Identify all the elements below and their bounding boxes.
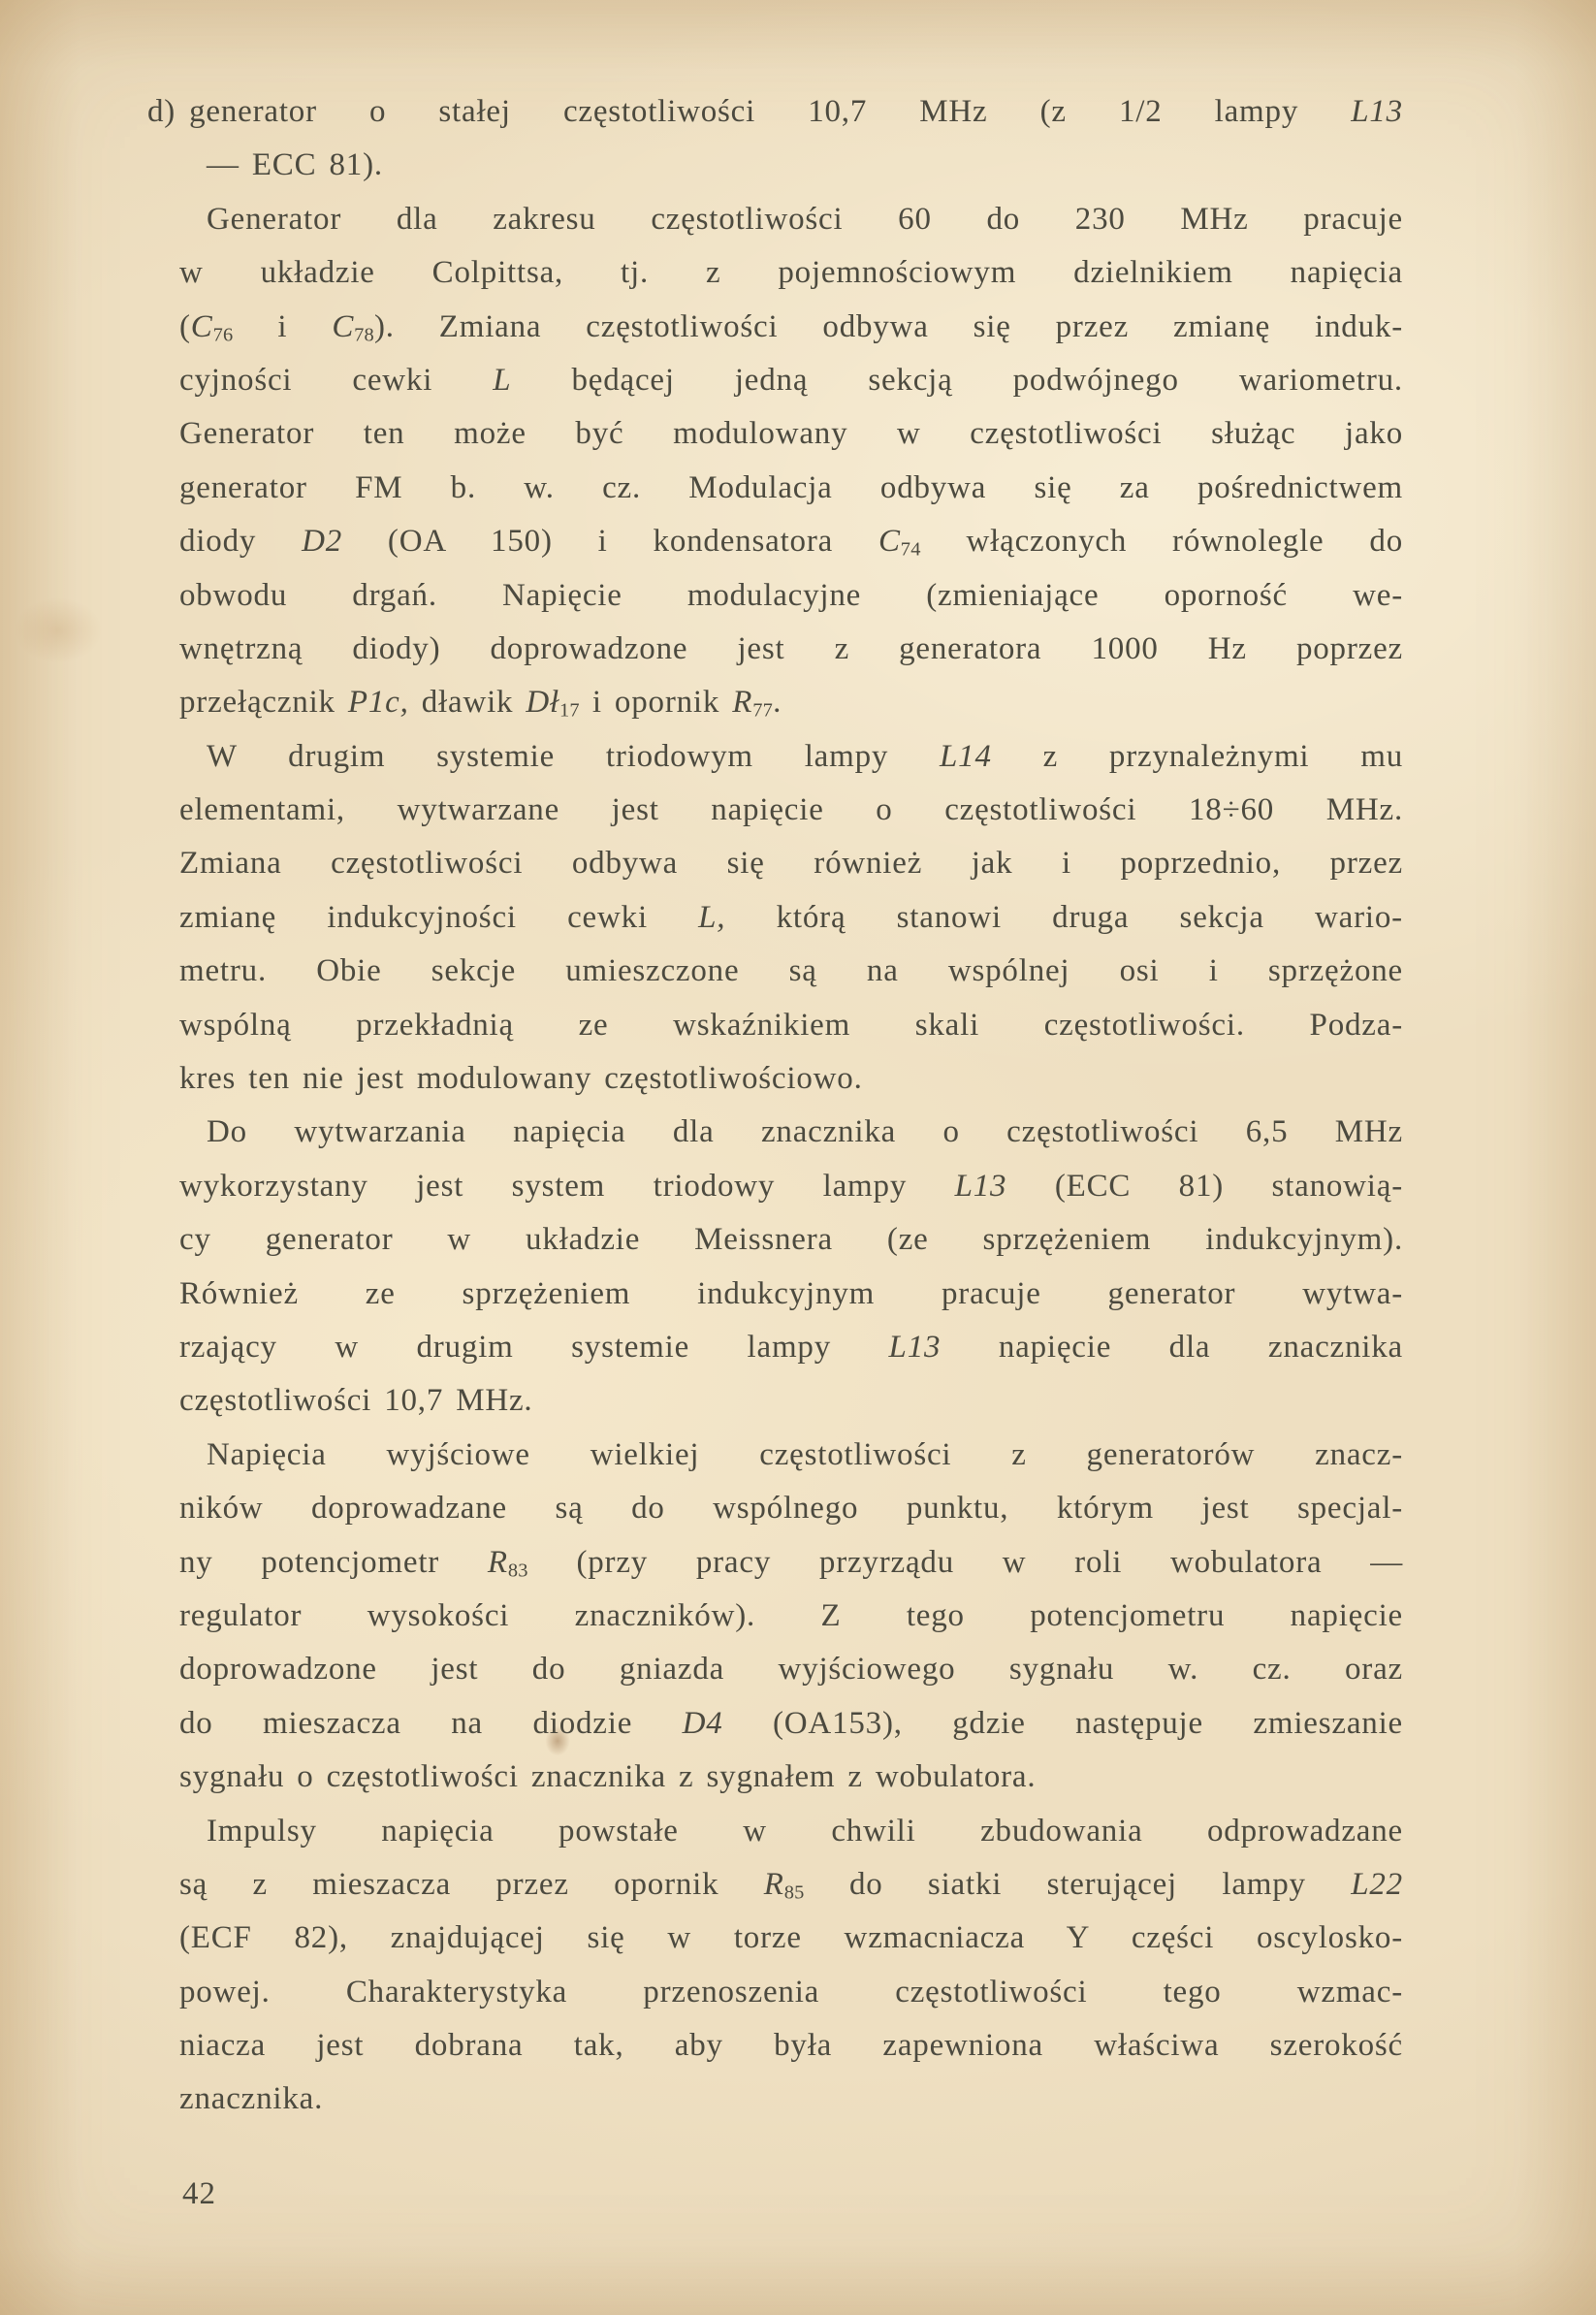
text-line bbox=[179, 1106, 1403, 1159]
text-segment: L13 bbox=[888, 1329, 942, 1365]
text-line bbox=[179, 515, 1403, 568]
text-segment: cy generator w układzie Meissnera (ze sprzężeniem indukcyjnym). bbox=[179, 1222, 1403, 1258]
text-line bbox=[179, 1966, 1403, 2019]
text-segment: (ECC 81) stanowią- bbox=[1006, 1168, 1404, 1204]
text-segment: regulator wysokości znaczników). Z tego potencjometru napięcie bbox=[179, 1597, 1403, 1633]
text-segment: L13 bbox=[1351, 94, 1403, 129]
text-segment: — ECC 81). bbox=[207, 147, 383, 183]
text-line bbox=[179, 837, 1403, 890]
text-line bbox=[179, 569, 1403, 623]
text-line bbox=[147, 85, 1403, 139]
text-segment: L, bbox=[698, 899, 726, 935]
text-segment: (przy pracy przyrządu w roli wobulatora — bbox=[527, 1544, 1404, 1580]
text-segment: cyjności cewki bbox=[179, 362, 494, 398]
text-line bbox=[179, 1858, 1403, 1912]
text-segment: C bbox=[190, 308, 213, 344]
text-segment: . bbox=[773, 685, 782, 721]
text-segment: ny potencjometr bbox=[179, 1544, 488, 1580]
text-segment: D2 bbox=[302, 524, 343, 560]
text-segment: R bbox=[763, 1866, 784, 1902]
text-segment: rzający w drugim systemie lampy bbox=[179, 1329, 889, 1365]
text-line bbox=[179, 1912, 1403, 1965]
text-segment: napięcie dla znacznika bbox=[941, 1329, 1403, 1365]
text-line bbox=[179, 1160, 1403, 1213]
text-segment: D4 bbox=[682, 1705, 723, 1741]
text-line bbox=[179, 301, 1403, 354]
text-segment: Impulsy napięcia powstałe w chwili zbudowania odprowadzane bbox=[207, 1813, 1403, 1849]
text-segment: L22 bbox=[1351, 1866, 1403, 1902]
text-segment: Również ze sprzężeniem indukcyjnym pracuje generator wytwa- bbox=[179, 1275, 1403, 1311]
text-line bbox=[179, 462, 1403, 515]
text-line bbox=[179, 891, 1403, 945]
text-segment: d) bbox=[147, 94, 176, 129]
text-line bbox=[179, 1805, 1403, 1858]
text-line bbox=[179, 193, 1403, 246]
text-line bbox=[179, 1374, 1403, 1428]
text-segment: wykorzystany jest system triodowy lampy bbox=[179, 1168, 955, 1204]
text-segment: metru. Obie sekcje umieszczone są na wspólnej osi i sprzężone bbox=[179, 953, 1403, 989]
text-segment: diody bbox=[179, 524, 303, 560]
text-line bbox=[179, 1536, 1403, 1590]
text-segment: do mieszacza na diodzie bbox=[179, 1705, 683, 1741]
text-segment: (OA 150) i kondensatora bbox=[342, 524, 878, 560]
text-segment: i bbox=[233, 308, 333, 344]
text-segment: 85 bbox=[783, 1881, 805, 1904]
text-segment: kres ten nie jest modulowany częstotliwościowo. bbox=[179, 1061, 863, 1097]
text-segment: ). Zmiana częstotliwości odbywa się przez zmianę induk- bbox=[373, 308, 1403, 344]
text-segment: przełącznik bbox=[179, 685, 348, 721]
text-segment: Napięcia wyjściowe wielkiej częstotliwości z generatorów znacz- bbox=[207, 1436, 1403, 1472]
text-segment: do siatki sterującej lampy bbox=[804, 1866, 1352, 1902]
text-segment: (OA153), gdzie następuje zmieszanie bbox=[722, 1705, 1403, 1741]
text-line bbox=[179, 1590, 1403, 1643]
text-segment: i opornik bbox=[579, 685, 733, 721]
text-segment: którą stanowi druga sekcja wario- bbox=[725, 899, 1403, 935]
text-line bbox=[179, 1482, 1403, 1535]
text-segment: R bbox=[487, 1544, 508, 1580]
text-line bbox=[179, 1321, 1403, 1374]
text-line bbox=[179, 1268, 1403, 1321]
text-line bbox=[179, 246, 1403, 300]
text-segment: z przynależnymi mu bbox=[991, 738, 1403, 774]
text-line bbox=[179, 1697, 1403, 1751]
text-segment: zmianę indukcyjności cewki bbox=[179, 899, 699, 935]
text-segment: generator o stałej częstotliwości 10,7 MHz (z 1/2 lampy bbox=[189, 94, 1352, 129]
text-line bbox=[179, 784, 1403, 837]
text-segment: doprowadzone jest do gniazda wyjściowego sygnału w. cz. oraz bbox=[179, 1652, 1403, 1688]
text-segment: wnętrzną diody) doprowadzone jest z generatora 1000 Hz poprzez bbox=[179, 630, 1403, 666]
text-line bbox=[179, 999, 1403, 1052]
text-line bbox=[179, 945, 1403, 998]
text-segment: włączonych równolegle do bbox=[920, 524, 1403, 560]
page-text bbox=[147, 85, 1404, 2127]
text-segment: będącej jedną sekcją podwójnego wariometru. bbox=[511, 362, 1403, 398]
text-line bbox=[179, 1052, 1403, 1106]
text-line bbox=[179, 730, 1403, 784]
text-segment: wspólną przekładnią ze wskaźnikiem skali częstotliwości. Podza- bbox=[179, 1007, 1403, 1043]
page-number: 42 bbox=[182, 2176, 216, 2211]
text-segment: Zmiana częstotliwości odbywa się również jak i poprzednio, przez bbox=[179, 846, 1403, 882]
text-line bbox=[179, 407, 1403, 461]
text-segment: (ECF 82), znajdującej się w torze wzmacniacza Y części oscylosko- bbox=[179, 1920, 1403, 1956]
text-segment: obwodu drgań. Napięcie modulacyjne (zmieniające oporność we- bbox=[179, 577, 1403, 613]
text-segment: Generator ten może być modulowany w częstotliwości służąc jako bbox=[179, 416, 1403, 452]
text-segment: 83 bbox=[507, 1559, 528, 1582]
text-segment: Generator dla zakresu częstotliwości 60 do 230 MHz pracuje bbox=[207, 201, 1403, 237]
text-line bbox=[179, 2073, 1403, 2126]
text-segment: są z mieszacza przez opornik bbox=[179, 1866, 764, 1902]
text-segment: w układzie Colpittsa, tj. z pojemnościowym dzielnikiem napięcia bbox=[179, 255, 1403, 291]
text-segment: 74 bbox=[900, 538, 921, 561]
text-segment: C bbox=[878, 524, 901, 560]
text-segment: 17 bbox=[559, 699, 580, 722]
text-segment: 77 bbox=[752, 699, 774, 722]
text-segment: dławik bbox=[408, 685, 527, 721]
text-segment: P1c, bbox=[347, 685, 409, 721]
text-line bbox=[179, 1213, 1403, 1267]
text-segment: generator FM b. w. cz. Modulacja odbywa się za pośrednictwem bbox=[179, 469, 1403, 505]
text-line bbox=[179, 354, 1403, 407]
text-line bbox=[179, 1751, 1403, 1804]
text-segment: elementami, wytwarzane jest napięcie o częstotliwości 18÷60 MHz. bbox=[179, 792, 1403, 828]
text-segment: powej. Charakterystyka przenoszenia częstotliwości tego wzmac- bbox=[179, 1974, 1403, 2010]
text-line bbox=[179, 1429, 1403, 1482]
text-segment: znacznika. bbox=[179, 2081, 324, 2117]
text-segment: C bbox=[332, 308, 355, 344]
text-segment: 76 bbox=[212, 324, 234, 346]
text-line bbox=[179, 676, 1403, 729]
text-segment: niacza jest dobrana tak, aby była zapewniona właściwa szerokość bbox=[179, 2028, 1403, 2064]
text-segment: R bbox=[732, 685, 753, 721]
text-segment: sygnału o częstotliwości znacznika z sygnałem z wobulatora. bbox=[179, 1759, 1037, 1795]
text-line bbox=[179, 139, 1403, 192]
text-segment: Do wytwarzania napięcia dla znacznika o częstotliwości 6,5 MHz bbox=[207, 1114, 1403, 1150]
text-line bbox=[179, 2019, 1403, 2073]
text-segment: 78 bbox=[354, 324, 374, 346]
text-line bbox=[179, 1643, 1403, 1696]
text-segment: W drugim systemie triodowym lampy bbox=[207, 738, 941, 774]
text-segment: ( bbox=[179, 308, 191, 344]
text-line bbox=[179, 623, 1403, 676]
text-segment: L13 bbox=[954, 1168, 1007, 1204]
text-segment: L bbox=[493, 362, 512, 398]
text-segment: L14 bbox=[940, 738, 992, 774]
text-segment: ników doprowadzane są do wspólnego punktu, którym jest specjal- bbox=[179, 1491, 1403, 1527]
text-segment: częstotliwości 10,7 MHz. bbox=[179, 1383, 533, 1419]
text-segment: Dł bbox=[526, 685, 560, 721]
